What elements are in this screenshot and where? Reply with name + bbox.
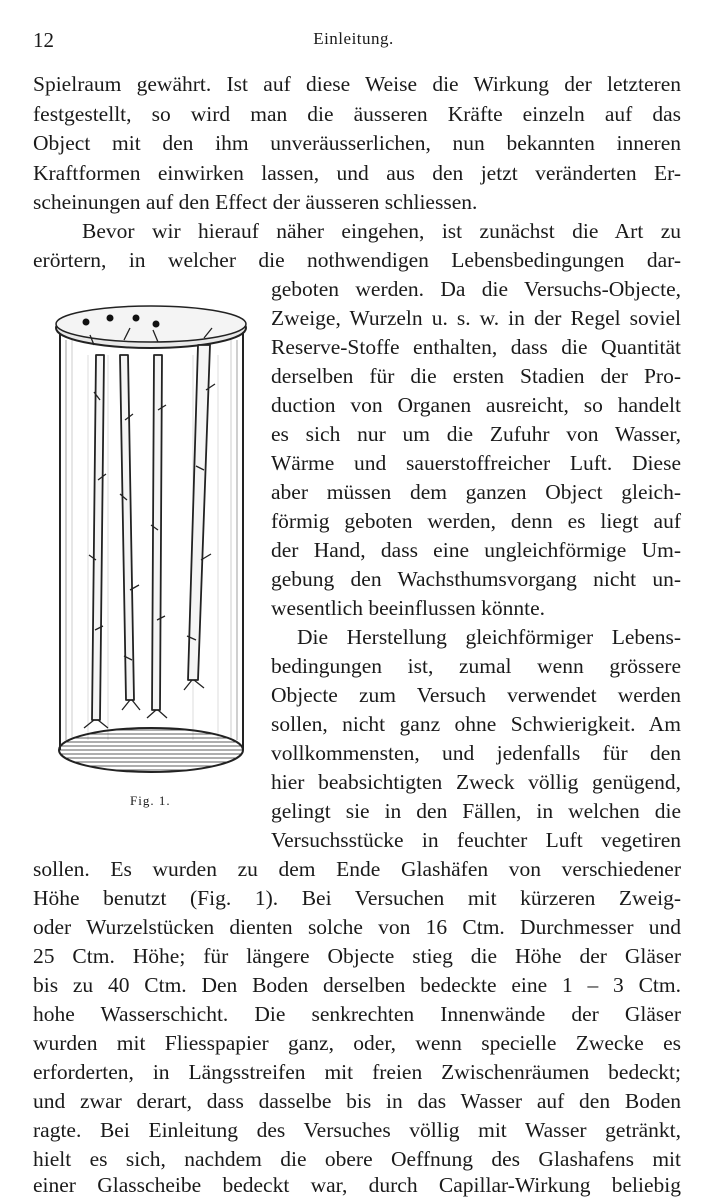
text-line: oder Wurzelstücken dienten solche von 16 Ctm. Durchmesser und: [33, 915, 681, 939]
text-line: Höhe benutzt (Fig. 1). Bei Versuchen mit kürzeren Zweig-: [33, 886, 681, 910]
text-line: geboten werden. Da die Versuchs-Objecte,: [271, 277, 681, 301]
running-head: Einleitung.: [313, 29, 394, 48]
text-line: Wärme und sauerstoffreicher Luft. Diese: [271, 451, 681, 475]
glass-jar-illustration: [48, 300, 263, 790]
text-line: sollen. Es wurden zu dem Ende Glashäfen von verschiedener: [33, 857, 681, 881]
text-line: Versuchsstücke in feuchter Luft vegetiren: [271, 828, 681, 852]
text-line: einer Glasscheibe bedeckt war, durch Capillar-Wirkung beliebig: [33, 1173, 681, 1197]
text-line: hohe Wasserschicht. Die senkrechten Innenwände der Gläser: [33, 1002, 681, 1026]
text-line: erforderten, in Längsstreifen mit freien Zwischenräumen bedeckt;: [33, 1060, 681, 1084]
text-line: Object mit den ihm unveräusserlichen, nun bekannten inneren: [33, 131, 681, 155]
text-line: bis zu 40 Ctm. Den Boden derselben bedeckte eine 1 – 3 Ctm.: [33, 973, 681, 997]
text-line: Objecte zum Versuch verwendet werden: [271, 683, 681, 707]
text-line: scheinungen auf den Effect der äusseren schliessen.: [33, 190, 478, 214]
text-line: hier beabsichtigten Zweck völlig genügend,: [271, 770, 681, 794]
text-line: vollkommensten, und jedenfalls für den: [271, 741, 681, 765]
text-line: gebung den Wachsthumsvorgang nicht un-: [271, 567, 681, 591]
text-line: wesentlich beeinflussen könnte.: [271, 596, 546, 620]
text-line: duction von Organen ausreicht, so handelt: [271, 393, 681, 417]
text-line: derselben für die ersten Stadien der Pro-: [271, 364, 681, 388]
text-line: hielt es sich, nachdem die obere Oeffnung des Glashafens mit: [33, 1147, 681, 1171]
text-line: aber müssen dem ganzen Object gleich-: [271, 480, 681, 504]
text-line: und zwar derart, dass dasselbe bis in das Wasser auf den Boden: [33, 1089, 681, 1113]
text-line: Die Herstellung gleichförmiger Lebens-: [297, 625, 681, 649]
figure-caption: Fig. 1.: [130, 793, 171, 808]
text-line: Kraftformen einwirken lassen, und aus den jetzt veränderten Er-: [33, 161, 681, 185]
page-number: 12: [33, 28, 54, 52]
text-line: erörtern, in welcher die nothwendigen Lebensbedingungen dar-: [33, 248, 681, 272]
page-header: [0, 22, 707, 52]
text-line: 25 Ctm. Höhe; für längere Objecte stieg die Höhe der Gläser: [33, 944, 681, 968]
text-line: Spielraum gewährt. Ist auf diese Weise die Wirkung der letzteren: [33, 72, 681, 96]
text-line: Zweige, Wurzeln u. s. w. in der Regel soviel: [271, 306, 681, 330]
text-line: sollen, nicht ganz ohne Schwierigkeit. Am: [271, 712, 681, 736]
text-line: festgestellt, so wird man die äusseren Kräfte einzeln auf das: [33, 102, 681, 126]
text-line: Reserve-Stoffe enthalten, dass die Quantität: [271, 335, 681, 359]
figure-glass-jar: [48, 300, 263, 790]
text-line: gelingt sie in den Fällen, in welchen die: [271, 799, 681, 823]
text-line: Bevor wir hierauf näher eingehen, ist zunächst die Art zu: [82, 219, 681, 243]
text-line: förmig geboten werden, denn es liegt auf: [271, 509, 681, 533]
text-line: bedingungen ist, zumal wenn grössere: [271, 654, 681, 678]
text-line: es sich nur um die Zufuhr von Wasser,: [271, 422, 681, 446]
text-line: ragte. Bei Einleitung des Versuches völlig mit Wasser getränkt,: [33, 1118, 681, 1142]
text-line: wurden mit Fliesspapier ganz, oder, wenn specielle Zwecke es: [33, 1031, 681, 1055]
text-line: der Hand, dass eine ungleichförmige Um-: [271, 538, 681, 562]
